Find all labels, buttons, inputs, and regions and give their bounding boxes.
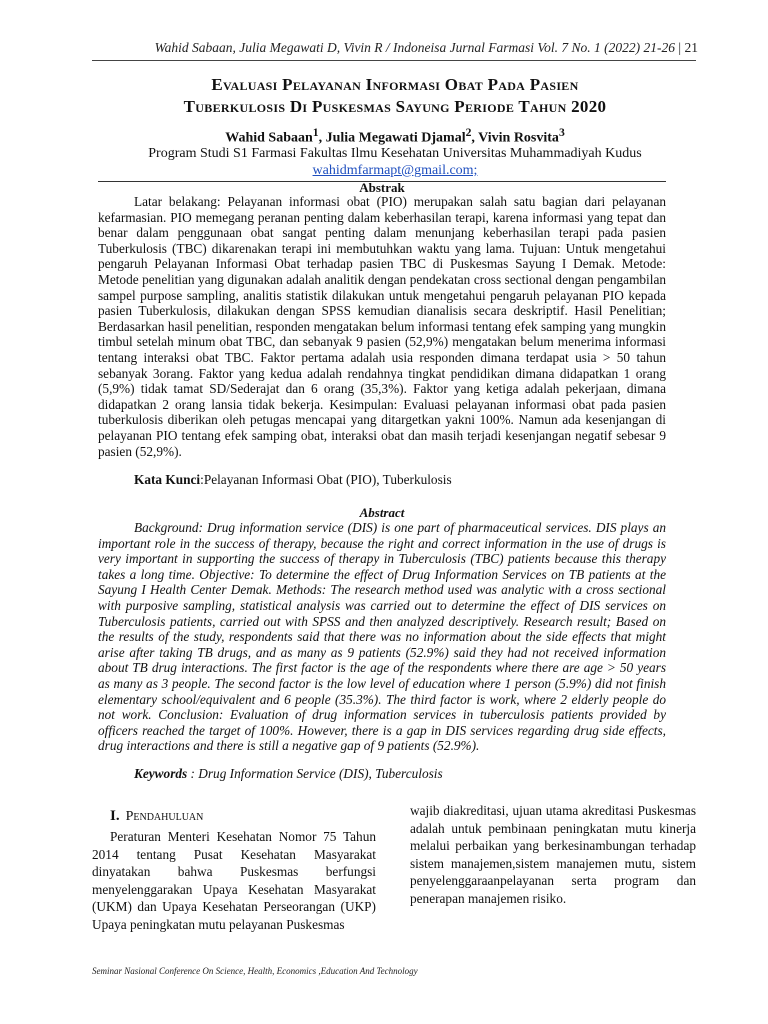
running-head: [0, 40, 698, 56]
abstrak-heading: Abstrak: [359, 180, 405, 195]
intro-left-paragraph: Peraturan Menteri Kesehatan Nomor 75 Tahun 2014 tentang Pusat Kesehatan Masyarakat dinyatakan bahwa Puskesmas berfungsi menyelenggarakan Upaya Kesehatan Masyarakat (UKM) dan Upaya Kesehatan Perseorangan (UKP) Upaya peningkatan mutu pelayanan Puskesmas: [92, 829, 376, 932]
keywords-label: Keywords: [134, 766, 188, 781]
running-head-text: Wahid Sabaan, Julia Megawati D, Vivin R / Indoneisa Jurnal Farmasi Vol. 7 No. 1 (2022) 21-26: [154, 40, 676, 55]
title-line-1: Evaluasi Pelayanan Informasi Obat Pada Pasien: [211, 75, 579, 94]
section-title: Pendahuluan: [125, 809, 204, 824]
affiliation: Program Studi S1 Farmasi Fakultas Ilmu Kesehatan Universitas Muhammadiyah Kudus: [148, 146, 642, 161]
intro-right-paragraph: wajib diakreditasi, ujuan utama akreditasi Puskesmas adalah untuk pembinaan peningkatan mutu kinerja melalui perbaikan yang berkesinambungan terhadap sistem manajemen,sistem manajemen mutu, sistem penyelenggaraanpelayanan serta program dan penerapan manajemen risiko.: [410, 803, 696, 906]
author-3: , Vivin Rosvita: [471, 130, 559, 146]
intro-right-column: [410, 802, 696, 907]
page-number: | 21: [678, 40, 698, 55]
email-line: [60, 163, 730, 179]
keywords-text: : Drug Information Service (DIS), Tuberculosis: [187, 766, 443, 781]
abstract-heading: Abstract: [359, 505, 405, 520]
kata-kunci-label: Kata Kunci: [134, 472, 201, 487]
section-heading-intro: [110, 808, 203, 825]
abstrak-text: Latar belakang: Pelayanan informasi obat (PIO) merupakan salah satu bagian dari pelayanan kefarmasian. PIO memegang peranan penting dalam keberhasilan terapi, karena informasi yang tepat dan benar dalam penggunaan obat sangat penting dalam menunjang keberhasilan terapi pada pasien Tuberkulosis (TBC) dikarenakan terapi ini membutuhkan waktu yang lama. Tujuan: Untuk mengetahui pengaruh Pelayanan Informasi Obat terhadap pasien TBC di Puskesmas Sayung I Demak. Metode: Metode penelitian yang digunakan adalah analitik dengan pendekatan cross sectional dengan pengambilan sampel purpose sampling, analitis statistik dilakukan untuk mengetahui pengaruh pelayanan PIO kepada pasien Tuberkulosis, dilakukan dengan SPSS kemudian dianalisis secara deskriptif. Hasil Penelitian; Berdasarkan hasil penelitian, responden mengatakan belum informasi tentang efek samping yang mungkin timbul setelah minum obat TBC, dan sebanyak 9 pasien (52,9%) mengatakan belum menerima informasi tentang interaksi obat TBC. Faktor pertama adalah usia responden dimana terdapat usia > 50 tahun sebanyak 3orang. Faktor yang kedua adalah rendahnya tingkat pendidikan dimana didapatkan 1 orang (5,9%) tidak tamat SD/Sederajat dan 6 orang (35,3%). Faktor yang ketiga adalah pekerjaan, dimana didapatkan 2 orang lansia tidak bekerja. Kesimpulan: Evaluasi pelayanan informasi obat pada pasien tuberkulosis diberikan oleh petugas mencapai yang ditargetkan yakni 100%. Namun ada kesenjangan di pelayanan PIO tentang efek samping obat, interaksi obat dan masih terjadi kesenjangan negatif sebesar 9 pasien (52,9%).: [98, 194, 666, 459]
paper-title: [60, 74, 730, 118]
kata-kunci: [134, 472, 666, 488]
abstract-body: [98, 520, 666, 754]
kata-kunci-text: :Pelayanan Informasi Obat (PIO), Tuberkulosis: [200, 472, 452, 487]
title-line-2: Tuberkulosis Di Puskesmas Sayung Periode Tahun 2020: [183, 97, 607, 116]
author-1: Wahid Sabaan: [225, 130, 313, 146]
header-rule: [92, 60, 696, 61]
author-2: , Julia Megawati Djamal: [318, 130, 466, 146]
author-2-affil-mark: 2: [465, 126, 472, 139]
author-3-affil-mark: 3: [558, 126, 565, 139]
section-numeral: I.: [110, 808, 120, 824]
footer: Seminar Nasional Conference On Science, Health, Economics ,Education And Technology: [92, 966, 418, 976]
author-1-affil-mark: 1: [312, 126, 319, 139]
email-link[interactable]: wahidmfarmapt@gmail.com;: [312, 163, 478, 178]
abstract-text: Background: Drug information service (DIS) is one part of pharmaceutical services. DIS plays an important role in the success of therapy, because the right and correct information in the use of drugs is very important in supporting the success of therapy in Tuberculosis (TBC) patients because this therapy takes a long time. Objective: To determine the effect of Drug Information Services on TB patients at the Sayung I Health Center Demak. Methods: The research method used was analytic with a cross sectional with purposive sampling, statistical analysis was carried out to determine the effect of DIS services on Tuberculosis patients, carried out with SPSS and then analyzed descriptively. Research result; Based on the results of the study, respondents said that there was no information about the side effects that might arise after taking TB drugs, and as many as 9 patients (52.9%) said they had not received information about TB drug interactions. The first factor is the age of the respondents where there are age > 50 years as many as 3 people. The second factor is the low level of education where 1 person (5.9%) did not finish elementary school/equivalent and 6 people (35.3%). The third factor is work, where 2 elderly people do not work. Conclusion: Evaluation of drug information services in tuberculosis patients provided by officers reached the target of 100%. However, there is a gap in DIS services regarding drug side effects, drug interactions and there is still a negative gap of 9 patients (52.9%).: [98, 520, 666, 754]
author-list: [60, 126, 730, 147]
keywords: [134, 766, 666, 782]
intro-left-column: [92, 828, 376, 933]
abstrak-body: [98, 194, 666, 459]
